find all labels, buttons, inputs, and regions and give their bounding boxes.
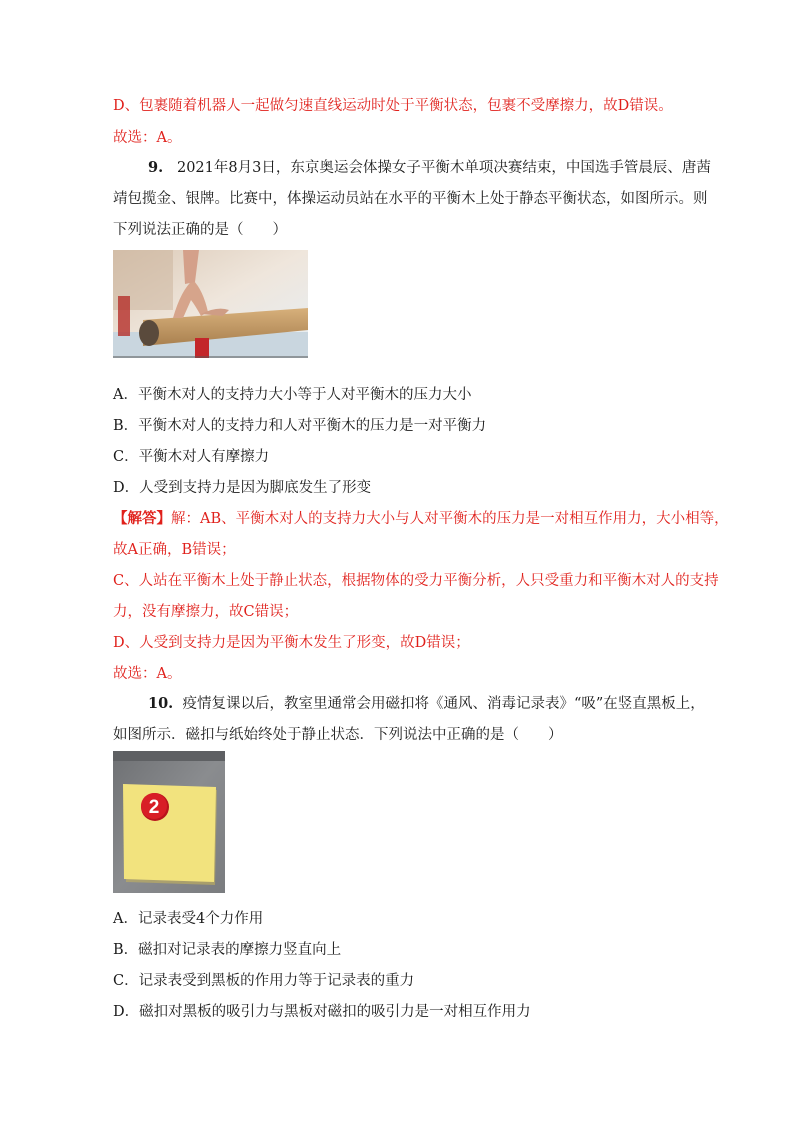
q10-option-a: A．记录表受4个力作用 — [113, 911, 264, 927]
prev-answer-select: 故选：A。 — [113, 130, 182, 146]
q10-option-c: C．记录表受到黑板的作用力等于记录表的重力 — [113, 973, 415, 989]
magnet-note-photo — [113, 751, 225, 893]
magnet-number: 2 — [148, 797, 160, 818]
q9-option-a: A．平衡木对人的支持力大小等于人对平衡木的压力大小 — [113, 387, 472, 403]
q9-option-b: B．平衡木对人的支持力和人对平衡木的压力是一对平衡力 — [113, 418, 487, 434]
q9-stem-line2: 靖包揽金、银牌。比赛中，体操运动员站在水平的平衡木上处于静态平衡状态，如图所示。则 — [113, 191, 708, 207]
q10-option-d: D．磁扣对黑板的吸引力与黑板对磁扣的吸引力是一对相互作用力 — [113, 1004, 531, 1020]
q9-answer-line2: 故A正确，B错误； — [113, 542, 236, 558]
q10-stem-line1 — [148, 694, 705, 714]
q9-answer-line3: C、人站在平衡木上处于静止状态，根据物体的受力平衡分析，人只受重力和平衡木对人的支持 — [113, 573, 719, 589]
prev-answer-option-d: D、包裹随着机器人一起做匀速直线运动时处于平衡状态，包裹不受摩擦力，故D错误。 — [113, 98, 673, 114]
q9-option-d: D．人受到支持力是因为脚底发生了形变 — [113, 480, 372, 496]
q9-answer-line5: D、人受到支持力是因为平衡木发生了形变，故D错误； — [113, 635, 470, 651]
balance-beam-photo — [113, 250, 308, 358]
q10-stem-text1: 疫情复课以后，教室里通常会用磁扣将《通风、消毒记录表》“吸”在竖直黑板上， — [182, 696, 705, 712]
answer-tag: 【解答】 — [113, 510, 171, 527]
q10-option-b: B．磁扣对记录表的摩擦力竖直向上 — [113, 942, 342, 958]
q9-option-c: C．平衡木对人有摩擦力 — [113, 449, 270, 465]
q9-answer-select: 故选：A。 — [113, 666, 182, 682]
q9-stem-line3: 下列说法正确的是（ ） — [113, 222, 287, 238]
q9-stem-line1 — [148, 158, 711, 178]
q9-answer-text1: 解：AB、平衡木对人的支持力大小与人对平衡木的压力是一对相互作用力，大小相等， — [171, 511, 729, 527]
q9-stem-text1: 2021年8月3日，东京奥运会体操女子平衡木单项决赛结束，中国选手管晨辰、唐茜 — [176, 160, 711, 176]
q9-answer-line1 — [113, 509, 729, 529]
q9-number: 9. — [148, 159, 164, 176]
q10-number: 10. — [148, 695, 174, 712]
q9-answer-line4: 力，没有摩擦力，故C错误； — [113, 604, 299, 620]
q10-stem-line2: 如图所示．磁扣与纸始终处于静止状态．下列说法中正确的是（ ） — [113, 727, 563, 743]
